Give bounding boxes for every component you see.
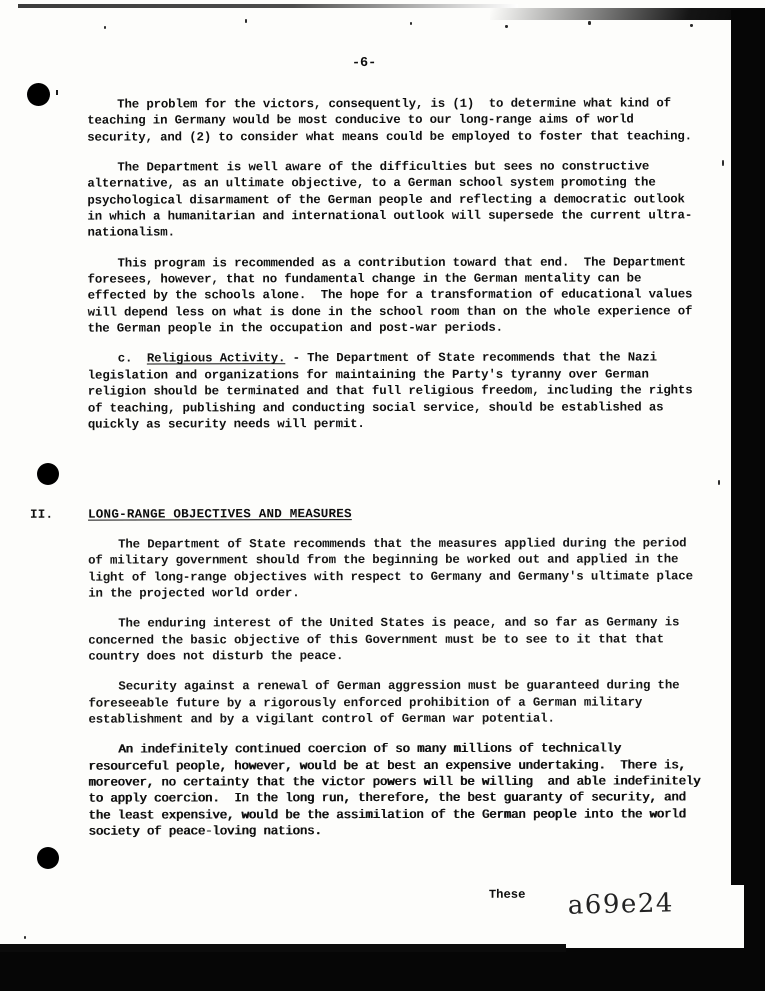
handwritten-annotation: a69e24 [567,888,675,921]
paragraph-label: c. [117,351,133,367]
paragraph: Security against a renewal of German aggression must be guaranteed during the foreseeable future by a rigorously enforced prohibition of a German military establishment and by a vigilant control of German war potential. [88,678,687,727]
document-body-lower [88,535,708,854]
paragraph: An indefinitely continued coercion of so many millions of technically resourceful people, however, would be at best an expensive undertaking. There is, moreover, no certainty that the victor powers will be willing and able indefinitely to apply coercion. In the long run, therefore, the best guaranty of security, and the least expensive, would be the assimilation of the German people into the world society of peace-loving nations. [88,741,708,839]
page-number: -6- [351,56,377,72]
paragraph-text: - The Department of State recommends that the Nazi legislation and organizations for maintaining the Party's tyranny over German religion should be terminated and that full religious freedom, including the rights of teaching, publishing and conducting social service, should be established as quickly as security needs will permit. [87,350,700,432]
document-body-upper [87,95,700,446]
section-title: LONG-RANGE OBJECTIVES AND MEASURES [88,507,352,522]
paragraph: This program is recommended as a contribution toward that end. The Department foresees, however, that no fundamental change in the German mentality can be effected by the schools alone. The hope for a transformation of educational values will depend less on what is done in the school room than on the whole experience of the German people in the occupation and post-war periods. [87,255,700,336]
section-heading-row [30,505,710,522]
paragraph-religious-activity [88,350,700,433]
catchword: These [488,887,526,902]
paragraph: The enduring interest of the United States is peace, and so far as Germany is concerned the basic objective of this Government must be to see to it that that country does not disturb the peace. [88,615,687,664]
paragraph: The problem for the victors, consequently, is (1) to determine what kind of teaching in Germany would be most conducive to our long-range aims of world security, and (2) to consider what means could be employed to foster that teaching. [87,96,692,145]
paragraph: The Department of State recommends that the measures applied during the period of military government should from the beginning be worked out and applied in the light of long-range objectives with respect to Germany and Germany's ultimate place in the projected world order. [88,536,701,601]
paragraph: The Department is well aware of the difficulties but sees no constructive alternative, as an ultimate objective, to a German school system promoting the psychological disarmament of the German people and reflecting a democratic outlook in which a humanitarian and international outlook will supersede the current ultra-nationalism. [87,159,693,241]
paragraph-label-underlined: Religious Activity. [146,351,286,366]
section-numeral: II. [30,507,54,522]
